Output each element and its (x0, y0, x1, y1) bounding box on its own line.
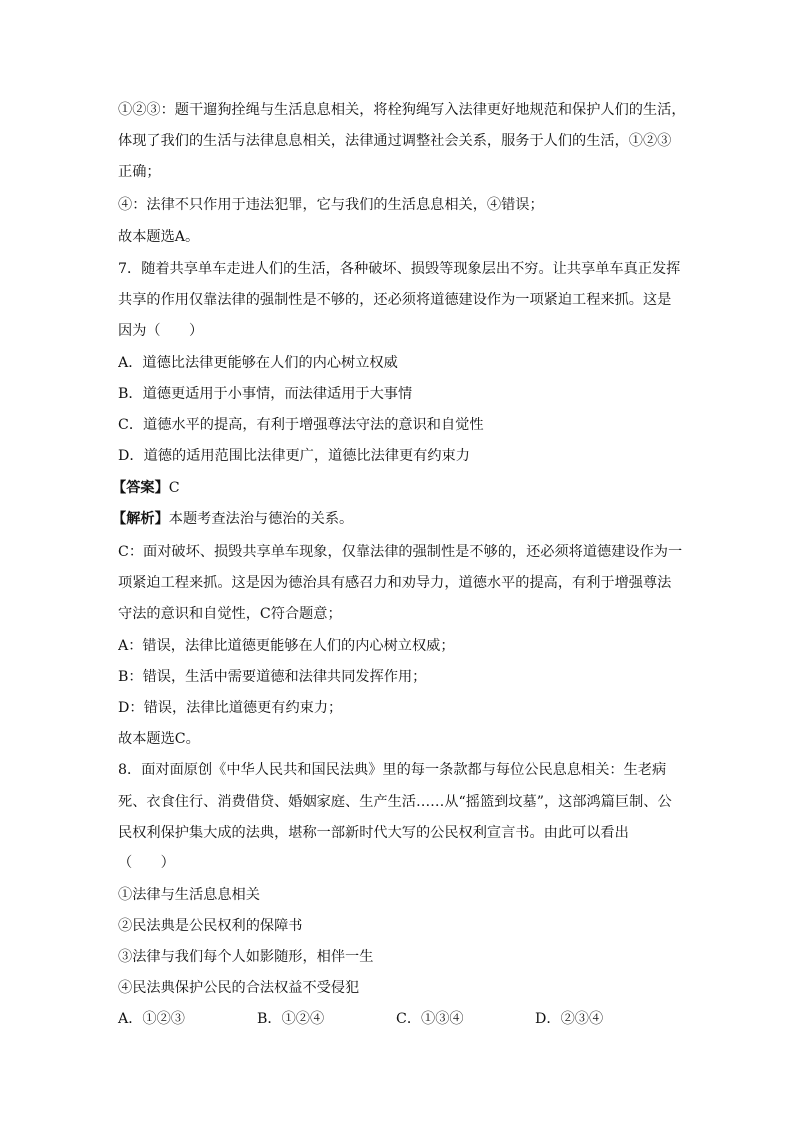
answer-value: C (168, 480, 180, 496)
text-line: ④：法律不只作用于违法犯罪，它与我们的生活息息相关，④错误； (118, 197, 544, 213)
analysis-line (112, 509, 682, 529)
question-7-stem: 7．随着共享单车走进人们的生活，各种破坏、损毁等现象层出不穷。让共享单车真正发挥 (118, 261, 681, 277)
question-8-stem: 8．面对面原创《中华人民共和国民法典》里的每一条款都与每位公民息息相关：生老病 (118, 762, 667, 778)
question-8-option-d: D．②③④ (535, 1011, 604, 1027)
text-line: 守法的意识和自觉性，C符合题意； (118, 606, 342, 622)
question-8-stem: 死、衣食住行、消费借贷、婚姻家庭、生产生活……从“摇篮到坟墓”，这部鸿篇巨制、公 (118, 794, 672, 810)
question-8-item: ②民法典是公民权利的保障书 (118, 918, 303, 934)
question-7-option-c: C．道德水平的提高，有利于增强尊法守法的意识和自觉性 (118, 417, 484, 433)
question-8-option-c: C．①③④ (396, 1011, 464, 1027)
text-line: 正确； (118, 164, 161, 180)
text-line: ①②③：题干遛狗拴绳与生活息息相关，将栓狗绳写入法律更好地规范和保护人们的生活， (118, 102, 686, 118)
question-8-option-a: A．①②③ (118, 1011, 185, 1027)
question-7-option-d: D．道德的适用范围比法律更广，道德比法律更有约束力 (118, 448, 470, 464)
question-8-option-b: B．①②④ (257, 1011, 325, 1027)
question-7-stem: 共享的作用仅靠法律的强制性是不够的，还必须将道德建设作为一项紧迫工程来抓。这是 (118, 292, 672, 308)
question-8-blank: （ ） (118, 855, 175, 871)
text-line: C：面对破坏、损毁共享单车现象，仅靠法律的强制性是不够的，还必须将道德建设作为一 (118, 544, 683, 560)
answer-line (112, 478, 682, 498)
question-8-item: ①法律与生活息息相关 (118, 887, 260, 903)
question-7-option-b: B．道德更适用于小事情，而法律适用于大事情 (118, 386, 413, 402)
question-8-item: ④民法典保护公民的合法权益不受侵犯 (118, 980, 360, 996)
text-line: 故本题选A。 (118, 229, 200, 245)
answer-label: 【答案】 (112, 480, 169, 496)
text-line: B：错误，生活中需要道德和法律共同发挥作用； (118, 669, 427, 685)
question-8-stem: 民权利保护集大成的法典，堪称一部新时代大写的公民权利宣言书。由此可以看出 (118, 825, 629, 841)
text-line: D：错误，法律比道德更有约束力； (118, 700, 343, 716)
text-line: 体现了我们的生活与法律息息相关，法律通过调整社会关系，服务于人们的生活，①②③ (118, 133, 672, 149)
analysis-text: 本题考查法治与德治的关系。 (168, 511, 354, 527)
question-7-stem: 因为（ ） (118, 323, 204, 339)
text-line: A：错误，法律比道德更能够在人们的内心树立权威； (118, 638, 455, 654)
question-8-item: ③法律与我们每个人如影随形，相伴一生 (118, 949, 374, 965)
text-line: 故本题选C。 (118, 731, 200, 747)
analysis-label: 【解析】 (112, 511, 169, 527)
question-7-option-a: A．道德比法律更能够在人们的内心树立权威 (118, 355, 398, 371)
text-line: 项紧迫工程来抓。这是因为德治具有感召力和劝导力，道德水平的提高，有利于增强尊法 (118, 575, 672, 591)
